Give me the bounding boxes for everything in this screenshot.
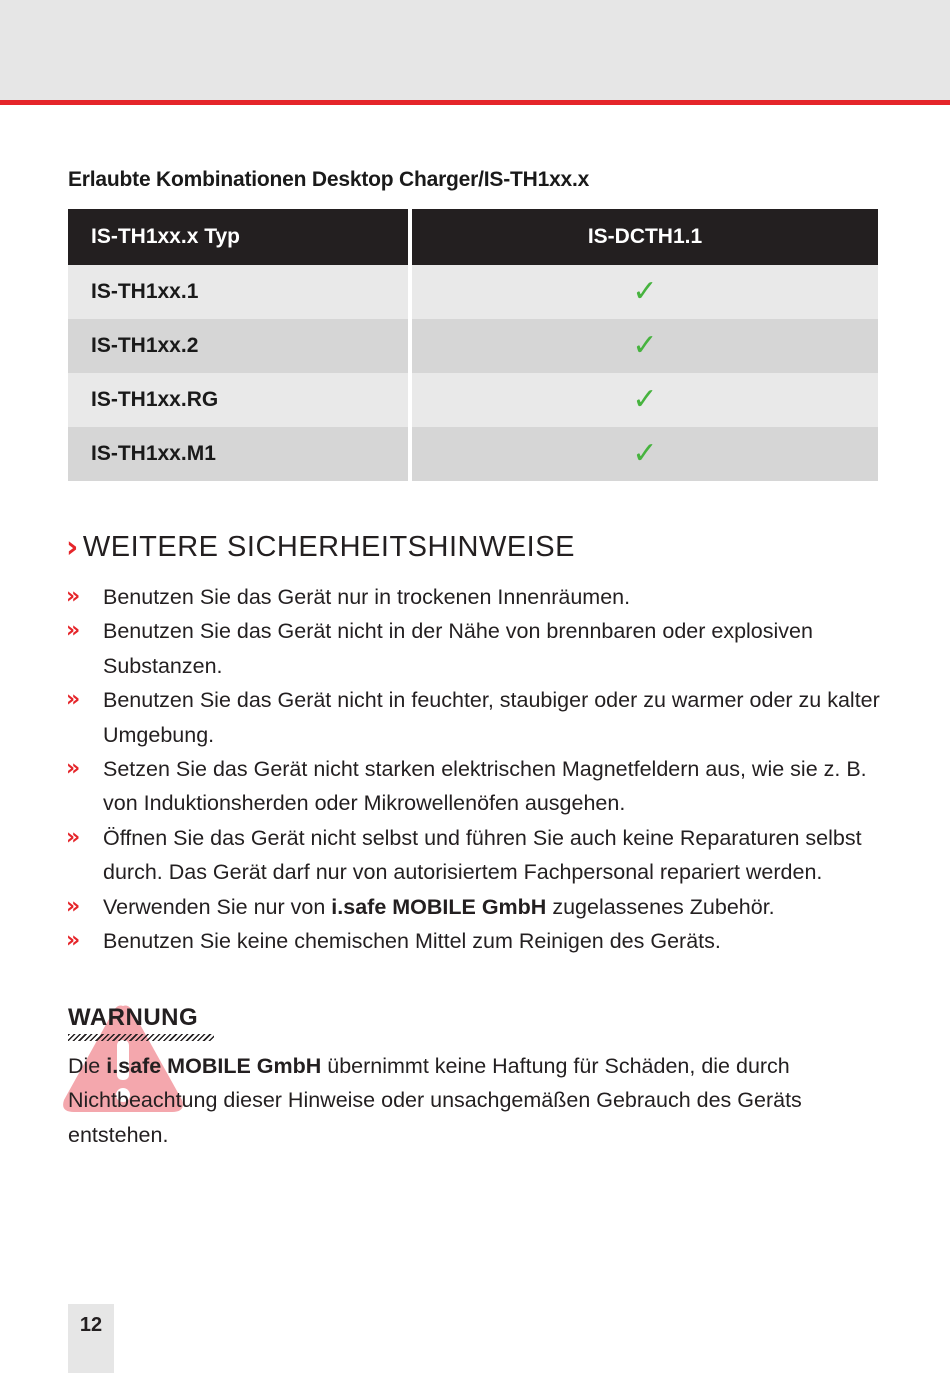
warning-text-after: übernimmt keine Haftung für Schäden, die durch Nichtbeachtung dieser Hinweise oder unsachgemäßen Gebrauch des Geräts entstehen.	[68, 1054, 802, 1147]
list-item-text: Benutzen Sie das Gerät nicht in feuchter, staubiger oder zu warmer oder zu kalter Umgebung.	[103, 688, 880, 747]
table-cell-type: IS-TH1xx.2	[68, 319, 408, 373]
list-item	[66, 821, 882, 890]
warning-underline	[68, 1034, 214, 1041]
checkmark-icon: ✓	[632, 328, 658, 363]
list-item	[66, 890, 882, 924]
list-item-text-after: zugelassenes Zubehör.	[546, 894, 775, 919]
double-chevron-icon: »	[66, 687, 81, 713]
page-number-box	[68, 1304, 114, 1373]
section-heading-text: WEITERE SICHERHEITSHINWEISE	[82, 531, 575, 563]
table-header-charger: IS-DCTH1.1	[412, 209, 878, 265]
table-header-type: IS-TH1xx.x Typ	[68, 209, 408, 265]
header-band	[0, 0, 950, 100]
header-red-rule	[0, 100, 950, 105]
table-row	[68, 427, 878, 481]
page-number: 12	[79, 1314, 103, 1336]
checkmark-icon: ✓	[632, 436, 658, 471]
double-chevron-icon: »	[66, 928, 81, 954]
brand-name: i.safe MOBILE GmbH	[106, 1054, 322, 1078]
table-cell-type: IS-TH1xx.1	[68, 265, 408, 319]
list-item	[66, 924, 882, 958]
list-item-text-before: Verwenden Sie nur von	[103, 894, 332, 919]
checkmark-icon: ✓	[632, 274, 658, 309]
warning-text-before: Die	[68, 1054, 107, 1078]
table-header-row	[68, 209, 878, 265]
list-item	[66, 580, 882, 614]
double-chevron-icon: »	[66, 824, 81, 850]
list-item	[66, 752, 882, 821]
double-chevron-icon: »	[66, 584, 81, 609]
list-item-text: Benutzen Sie keine chemischen Mittel zum Reinigen des Geräts.	[103, 929, 721, 954]
warning-title: WARNUNG	[68, 1004, 199, 1031]
compatibility-table	[68, 209, 878, 481]
table-row	[68, 265, 878, 319]
double-chevron-icon: »	[66, 893, 81, 919]
safety-notes-list	[66, 580, 882, 958]
table-cell-type: IS-TH1xx.RG	[68, 373, 408, 427]
list-item-text: Setzen Sie das Gerät nicht starken elektrischen Magnetfeldern aus, wie sie z. B. von Induktionsherden oder Mikrowellenöfen ausgehen.	[103, 757, 867, 816]
table-title: Erlaubte Kombinationen Desktop Charger/IS-TH1xx.x	[68, 168, 590, 191]
list-item-text: Öffnen Sie das Gerät nicht selbst und führen Sie auch keine Reparaturen selbst durch. Das Gerät darf nur von autorisiertem Fachpersonal repariert werden.	[103, 825, 862, 885]
table-cell-type: IS-TH1xx.M1	[68, 427, 408, 481]
list-item	[66, 683, 882, 752]
warning-text	[68, 1049, 878, 1152]
checkmark-icon: ✓	[632, 382, 658, 417]
list-item-text: Benutzen Sie das Gerät nicht in der Nähe von brennbaren oder explosiven Substanzen.	[103, 619, 813, 678]
brand-name: i.safe MOBILE GmbH	[331, 894, 547, 919]
chevron-right-icon: ›	[66, 530, 79, 565]
table-row	[68, 373, 878, 427]
double-chevron-icon: »	[66, 618, 81, 644]
table-row	[68, 319, 878, 373]
list-item-text: Benutzen Sie das Gerät nur in trockenen Innenräumen.	[103, 585, 631, 609]
list-item	[66, 614, 882, 683]
section-heading	[66, 530, 575, 565]
double-chevron-icon: »	[66, 756, 81, 782]
